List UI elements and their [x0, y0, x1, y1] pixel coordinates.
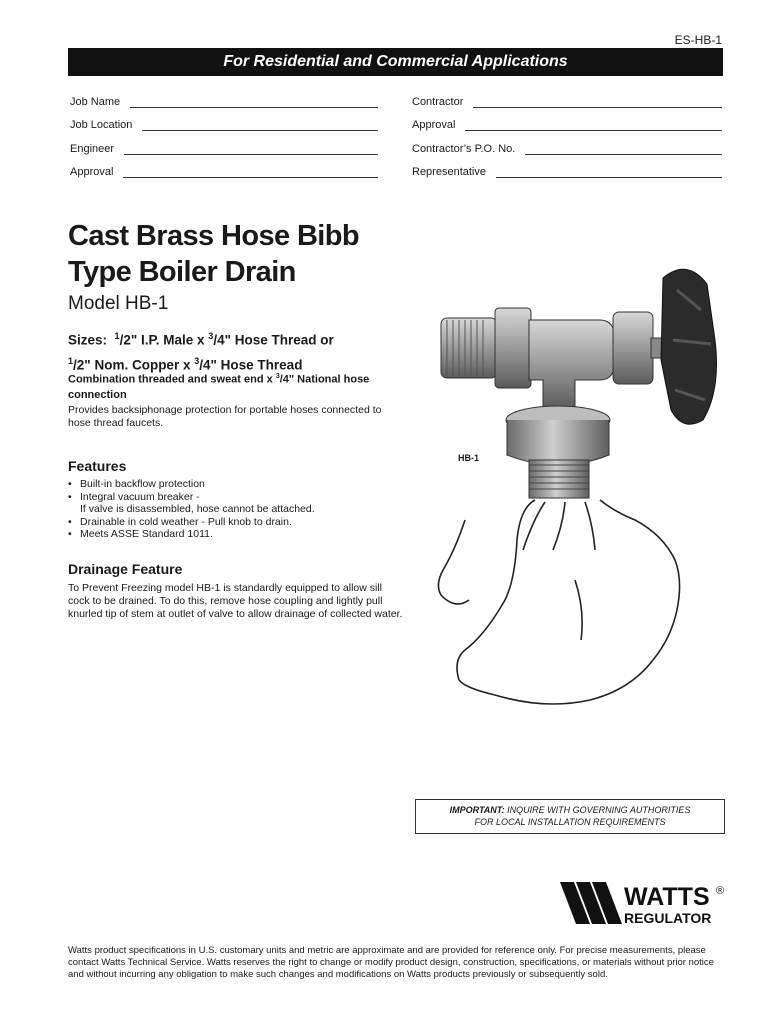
sizes-spec: Sizes: $^1$/2" I.P. Male x $^3$/4" Hose Thread or $^1$/2" Nom. Copper x $^3$/4" Hose Thread [68, 331, 334, 372]
field-line [130, 98, 378, 108]
feature-text: If valve is disassembled, hose cannot be attached. [80, 503, 315, 515]
product-title [68, 218, 359, 290]
job-name-field[interactable] [70, 96, 378, 108]
sizes-label: Sizes: [68, 332, 108, 348]
valve-body [529, 320, 615, 410]
job-location-field[interactable] [70, 119, 378, 131]
bullet-icon: • [68, 528, 72, 540]
feature-text: Integral vacuum breaker - [80, 490, 200, 503]
approval-field-right[interactable] [412, 119, 722, 131]
feature-text: Meets ASSE Standard 1011. [80, 528, 213, 540]
field-label: Job Location [70, 119, 133, 131]
fraction-numerator: 1 [68, 355, 74, 366]
sizes-text: " Nom. Copper x [84, 357, 195, 372]
bonnet [613, 312, 653, 384]
fraction-denominator: 2 [76, 357, 85, 372]
fraction-numerator: 3 [275, 373, 280, 380]
field-line [123, 168, 378, 178]
fraction-denominator: 4 [203, 357, 211, 372]
combination-spec: Combination threaded and sweat end x $^3$/4" National hose connection [68, 373, 370, 401]
field-label: Approval [70, 166, 114, 178]
important-line-1: INQUIRE WITH GOVERNING AUTHORITIES [507, 805, 691, 815]
engineer-field[interactable] [70, 143, 378, 155]
logo-wordmark: WATTS [624, 883, 710, 911]
field-line [465, 121, 722, 131]
feature-text: Drainable in cold weather - Pull knob to drain. [80, 515, 292, 528]
document-code: ES-HB-1 [674, 33, 722, 47]
drainage-heading: Drainage Feature [68, 561, 183, 577]
field-line [473, 98, 722, 108]
fraction-denominator: 4 [217, 332, 225, 348]
model-number: Model HB-1 [68, 293, 169, 314]
application-banner: For Residential and Commercial Applications [68, 48, 723, 76]
contractor-field[interactable] [412, 96, 722, 108]
important-label: IMPORTANT: [449, 805, 505, 815]
figure-label: HB-1 [458, 453, 480, 463]
watts-stripes-mark [560, 882, 622, 924]
drainage-description: To Prevent Freezing model HB-1 is standardly equipped to allow sill cock to be drained. To do this, remove hose coupling and lightly pull knurled tip of stem at outlet of valve to allow drainage of collected water. [68, 582, 403, 620]
fraction-numerator: 3 [194, 355, 200, 366]
field-label: Contractor’s P.O. No. [412, 143, 516, 155]
list-item [68, 503, 315, 516]
sizes-text: " Hose Thread [210, 357, 303, 372]
threaded-inlet [441, 318, 497, 378]
field-label: Engineer [70, 143, 115, 155]
important-notice [415, 799, 725, 834]
hand-outline [438, 500, 679, 704]
important-line-2: FOR LOCAL INSTALLATION REQUIREMENTS [474, 817, 666, 827]
combo-text: Combination threaded and sweat end x [68, 373, 276, 386]
field-label: Representative [412, 166, 486, 178]
feature-text: Built-in backflow protection [80, 478, 205, 490]
field-line [142, 121, 378, 131]
list-item [68, 478, 315, 491]
field-line [525, 145, 722, 155]
vacuum-breaker-body [507, 420, 609, 465]
field-line [496, 168, 722, 178]
hose-bibb-illustration [425, 250, 725, 720]
approval-field-left[interactable] [70, 166, 378, 178]
bullet-icon: • [68, 515, 72, 528]
field-label: Contractor [412, 96, 464, 108]
bullet-icon: • [68, 490, 72, 503]
handle-wheel [661, 269, 717, 424]
title-line-1: Cast Brass Hose Bibb [68, 220, 359, 252]
field-label: Approval [412, 119, 456, 131]
fraction-numerator: 3 [208, 331, 214, 341]
field-line [124, 145, 378, 155]
field-label: Job Name [70, 96, 121, 108]
registered-mark: ® [716, 885, 725, 897]
contractor-po-field[interactable] [412, 143, 722, 155]
fraction-numerator: 1 [114, 331, 120, 341]
footer-disclaimer: Watts product specifications in U.S. customary units and metric are approximate and are provided for reference only. For precise measurements, please contact Watts Technical Service. Watts reserves the right to change or modify product design, construction, specifications, or materials without prior notice and without incurring any obligation to make such changes and modifications on Watts products previously or subsequently sold. [68, 945, 714, 980]
title-line-2: Type Boiler Drain [68, 256, 296, 288]
list-item [68, 516, 315, 529]
combo-text: " National hose connection [68, 373, 370, 401]
features-list [68, 478, 315, 541]
fraction-denominator: 2 [123, 332, 131, 348]
list-item [68, 528, 315, 541]
product-description: Provides backsiphonage protection for portable hoses connected to hose thread faucets. [68, 404, 382, 429]
list-item [68, 491, 315, 504]
features-heading: Features [68, 458, 127, 474]
logo-subtitle: REGULATOR [624, 910, 712, 926]
fraction-denominator: 4 [282, 373, 289, 386]
sizes-text: " I.P. Male x [130, 332, 209, 348]
sizes-text: " Hose Thread or [224, 332, 334, 348]
watts-logo [560, 878, 730, 928]
representative-field[interactable] [412, 166, 722, 178]
hex-nut [495, 308, 531, 388]
bullet-icon: • [68, 478, 72, 490]
hose-thread-outlet [529, 460, 589, 498]
